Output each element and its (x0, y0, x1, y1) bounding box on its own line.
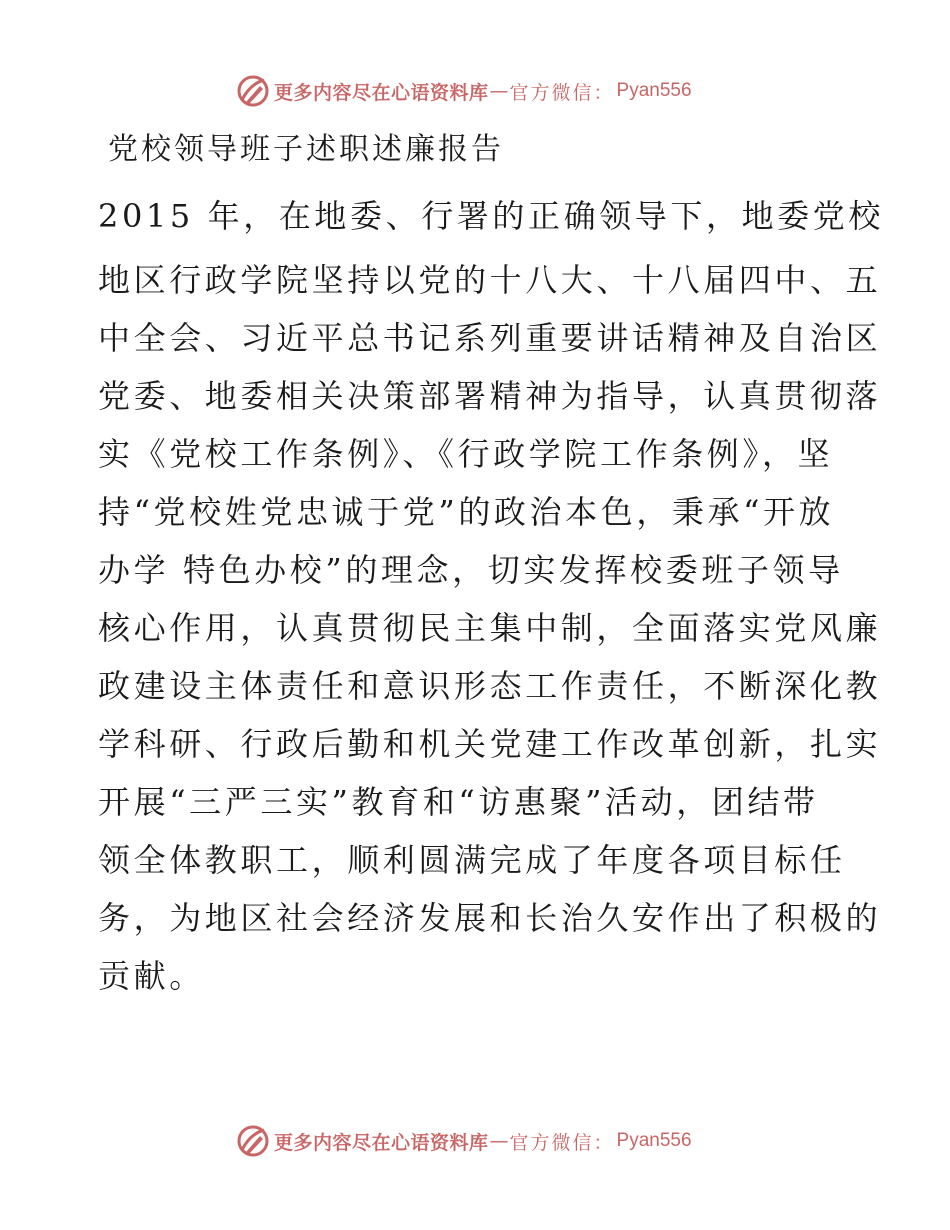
watermark-dash: — (489, 1130, 509, 1152)
body-line: 核心作用，认真贯彻民主集中制，全面落实党风廉 (98, 609, 882, 647)
body-line: 持“党校姓党忠诚于党”的政治本色，秉承“开放 (98, 493, 835, 531)
body-line: 办学 特色办校”的理念，切实发挥校委班子领导 (98, 551, 844, 589)
logo-icon (236, 1124, 270, 1158)
body-line: 政建设主体责任和意识形态工作责任，不断深化教 (98, 667, 882, 705)
body-line: 务，为地区社会经济发展和长治久安作出了积极的 (98, 899, 882, 937)
watermark-brand: 更多内容尽在心语资料库 (274, 81, 489, 104)
body-line: 领全体教职工，顺利圆满完成了年度各项目标任 (98, 841, 846, 879)
body-line: 2015 年，在地委、行署的正确领导下，地委党校 (98, 197, 885, 235)
watermark-brand: 更多内容尽在心语资料库 (274, 1131, 489, 1154)
logo-icon (236, 74, 270, 108)
watermark-label: 官方微信： (509, 1131, 615, 1154)
document-title: 党校领导班子述职述廉报告 (108, 132, 504, 167)
watermark-label: 官方微信： (509, 81, 615, 104)
watermark-id: Pyan556 (616, 80, 692, 101)
footer-watermark (236, 1124, 692, 1158)
body-line: 党委、地委相关决策部署精神为指导，认真贯彻落 (98, 377, 882, 415)
body-line: 贡献。 (98, 957, 205, 995)
body-line: 地区行政学院坚持以党的十八大、十八届四中、五 (98, 261, 882, 299)
body-line: 实《党校工作条例》、《行政学院工作条例》，坚 (98, 435, 834, 473)
watermark-id: Pyan556 (616, 1130, 692, 1151)
body-line: 中全会、习近平总书记系列重要讲话精神及自治区 (98, 319, 882, 357)
header-watermark (236, 74, 692, 108)
watermark-dash: — (489, 80, 509, 102)
body-line: 学科研、行政后勤和机关党建工作改革创新，扎实 (98, 725, 882, 763)
body-line: 开展“三严三实”教育和“访惠聚”活动，团结带 (98, 783, 819, 821)
